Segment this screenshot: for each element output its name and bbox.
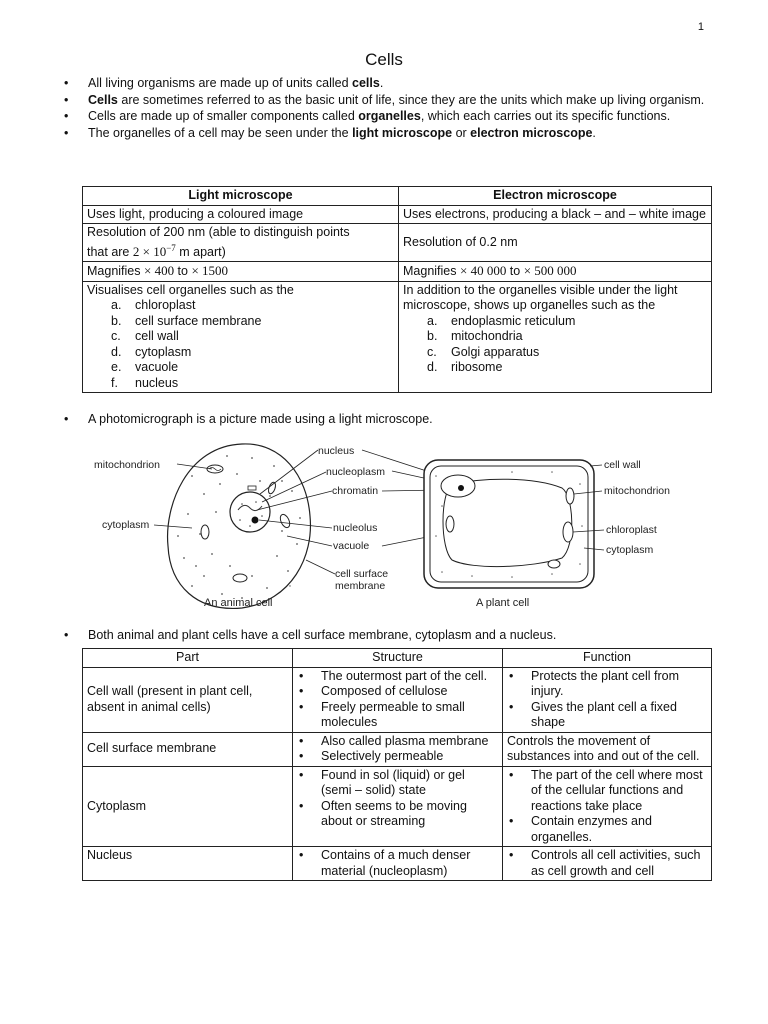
label-cytoplasm-plant: cytoplasm	[606, 544, 654, 556]
table-row	[83, 281, 712, 393]
table-row	[83, 732, 712, 766]
list-item: c. Golgi apparatus	[427, 344, 540, 359]
column-header: Light microscope	[83, 187, 399, 206]
table-cell: Resolution of 200 nm (able to distinguish points that are $2 \times 10^{-7}$ m apart)	[83, 224, 399, 262]
photomicrograph-section	[62, 412, 714, 429]
microscope-comparison-table	[82, 186, 712, 393]
list-item: • Often seems to be moving about or streaming	[297, 799, 498, 830]
list-item: • Selectively permeable	[297, 749, 498, 765]
table-row	[83, 205, 712, 224]
label-membrane: membrane	[335, 580, 386, 592]
label-nucleus: nucleus	[318, 445, 355, 457]
table-header-row	[83, 187, 712, 206]
intro-bullet: • Cells are made up of smaller components called organelles, which each carries out its specific functions.	[62, 109, 714, 125]
function-cell	[503, 766, 712, 847]
list-item: e. vacuole	[111, 360, 179, 375]
list-item: d. ribosome	[427, 360, 503, 375]
intro-bullet: • Cells are sometimes referred to as the basic unit of life, since they are the units which make up living organism.	[62, 93, 714, 109]
column-header: Electron microscope	[399, 187, 712, 206]
table-row	[83, 262, 712, 282]
table-cell: Uses light, producing a coloured image	[83, 205, 399, 224]
table-cell: Magnifies × 40 000 to × 500 000	[399, 262, 712, 282]
label-chromatin: chromatin	[332, 485, 379, 497]
list-item: b. cell surface membrane	[111, 313, 262, 328]
list-item: b. mitochondria	[427, 329, 523, 344]
table-row	[83, 667, 712, 732]
function-cell	[503, 847, 712, 881]
label-cytoplasm-animal: cytoplasm	[102, 519, 150, 531]
label-mitochondrion-plant: mitochondrion	[604, 485, 670, 497]
list-item: • Freely permeable to small molecules	[297, 700, 498, 731]
list-item: a. chloroplast	[111, 298, 196, 313]
list-item: • Controls all cell activities, such as cell growth and cell	[507, 848, 707, 879]
electron-organelle-list	[403, 314, 707, 376]
microscope-table-wrapper	[82, 186, 712, 393]
intro-bullet: • All living organisms are made up of units called cells.	[62, 76, 714, 92]
table-row	[83, 224, 712, 262]
structure-cell	[293, 847, 503, 881]
intro-section	[62, 76, 714, 142]
list-item: • The outermost part of the cell.	[297, 669, 498, 685]
animal-cell-illustration	[94, 444, 310, 609]
part-cell: Cell surface membrane	[83, 732, 293, 766]
table-cell: Visualises cell organelles such as the a. chloroplast b. cell surface membrane c. cell wall d. cytoplasm e. vacuole f. nucleus	[83, 281, 399, 393]
caption-plant-cell: A plant cell	[476, 597, 530, 609]
page-number: 1	[697, 21, 704, 33]
both-cells-bullet: • Both animal and plant cells have a cell surface membrane, cytoplasm and a nucleus.	[62, 628, 714, 644]
table-cell: Uses electrons, producing a black – and – white image	[399, 205, 712, 224]
label-nucleoplasm: nucleoplasm	[326, 466, 385, 478]
list-item: • Protects the plant cell from injury.	[507, 669, 707, 700]
list-item: • Contains of a much denser material (nucleoplasm)	[297, 848, 498, 879]
part-cell: Cell wall (present in plant cell, absent in animal cells)	[83, 667, 293, 732]
light-organelle-list	[87, 298, 394, 391]
plant-cell-illustration	[424, 459, 670, 609]
column-header: Function	[503, 649, 712, 668]
intro-bullet-list	[62, 76, 714, 141]
cell-diagram	[92, 436, 712, 616]
list-item: • The part of the cell where most of the cellular functions and reactions take place	[507, 768, 707, 815]
structure-cell	[293, 766, 503, 847]
table-header-row	[83, 649, 712, 668]
parts-table-wrapper	[82, 648, 712, 881]
list-item: a. endoplasmic reticulum	[427, 313, 576, 328]
structure-cell	[293, 667, 503, 732]
both-cells-section	[62, 628, 714, 645]
function-cell: Controls the movement of substances into and out of the cell.	[503, 732, 712, 766]
photomicrograph-bullet: • A photomicrograph is a picture made using a light microscope.	[62, 412, 714, 428]
list-item: • Also called plasma membrane	[297, 734, 498, 750]
table-cell: Resolution of 0.2 nm	[399, 224, 712, 262]
list-item: • Gives the plant cell a fixed shape	[507, 700, 707, 731]
list-item: • Contain enzymes and organelles.	[507, 814, 707, 845]
function-cell	[503, 667, 712, 732]
table-cell: In addition to the organelles visible under the light microscope, shows up organelles such as the a. endoplasmic reticulum b. mitochondria c. Golgi apparatus d. ribosome	[399, 281, 712, 393]
page-title: Cells	[365, 50, 403, 69]
table-row	[83, 847, 712, 881]
caption-animal-cell: An animal cell	[204, 597, 273, 609]
label-cell-wall: cell wall	[604, 459, 641, 471]
table-row	[83, 766, 712, 847]
cell-parts-table	[82, 648, 712, 881]
list-item: d. cytoplasm	[111, 344, 192, 359]
part-cell: Nucleus	[83, 847, 293, 881]
list-item: • Composed of cellulose	[297, 684, 498, 700]
column-header: Part	[83, 649, 293, 668]
intro-bullet: • The organelles of a cell may be seen under the light microscope or electron microscope.	[62, 126, 714, 142]
label-vacuole: vacuole	[333, 540, 370, 552]
table-cell: Magnifies × 400 to × 1500	[83, 262, 399, 282]
list-item: • Found in sol (liquid) or gel (semi – solid) state	[297, 768, 498, 799]
label-mitochondrion-animal: mitochondrion	[94, 459, 160, 471]
structure-cell	[293, 732, 503, 766]
label-nucleolus: nucleolus	[333, 522, 378, 534]
label-cell-surface: cell surface	[335, 568, 389, 580]
list-item: c. cell wall	[111, 329, 179, 344]
label-chloroplast: chloroplast	[606, 524, 657, 536]
part-cell: Cytoplasm	[83, 766, 293, 847]
column-header: Structure	[293, 649, 503, 668]
list-item: f. nucleus	[111, 375, 179, 390]
